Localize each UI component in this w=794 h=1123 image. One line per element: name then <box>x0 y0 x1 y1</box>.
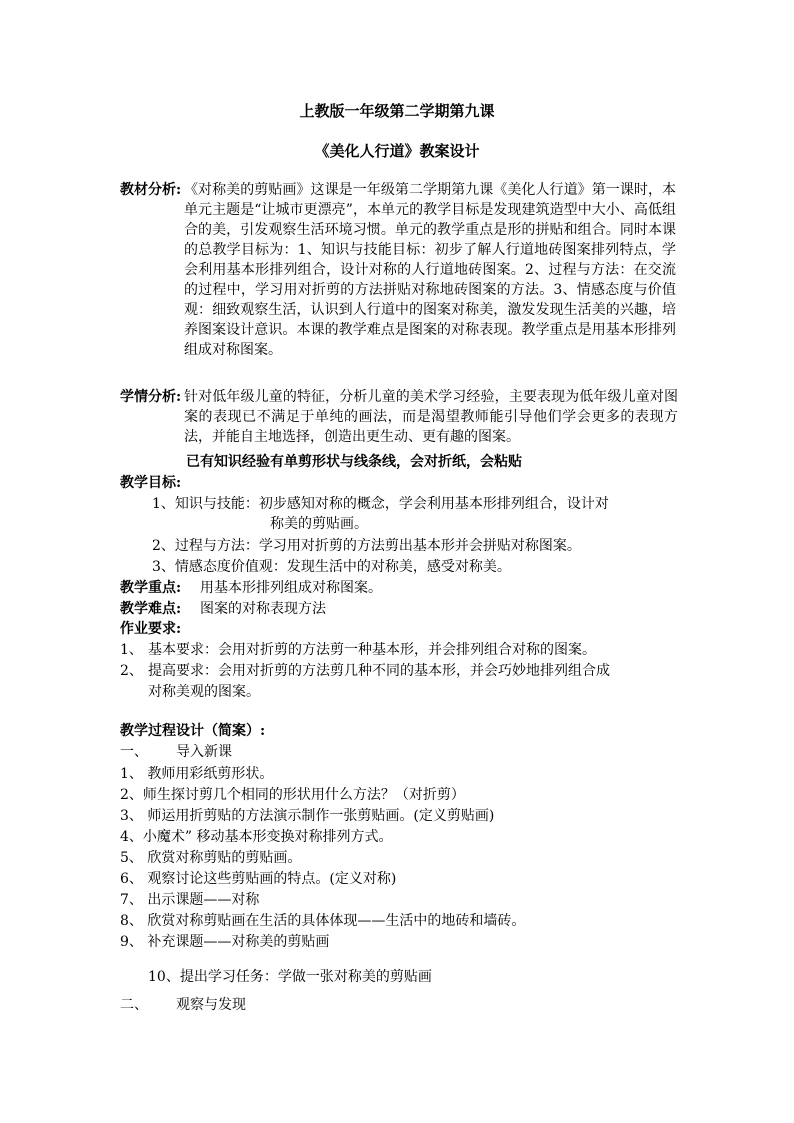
process-step: 7、 出示课题——对称 <box>120 892 260 908</box>
difficulty-label: 教学难点: <box>120 601 182 617</box>
homework-item-2-cont: 对称美观的图案。 <box>148 684 260 700</box>
document-title: 上教版一年级第二学期第九课 <box>299 102 495 120</box>
goals-item-1-cont: 称美的剪贴画。 <box>270 516 368 532</box>
process-step: 1、 教师用彩纸剪形状。 <box>120 766 274 782</box>
goals-item-2: 2、过程与方法：学习用对折剪的方法剪出基本形并会拼贴对称图案。 <box>152 538 581 554</box>
goals-label: 教学目标: <box>120 475 182 491</box>
process-label: 教学过程设计（简案）: <box>120 723 266 739</box>
process-step: 2、师生探讨剪几个相同的形状用什么方法？（对折剪） <box>120 787 465 803</box>
key-text: 用基本形排列组成对称图案。 <box>200 580 382 596</box>
homework-item-2-number: 2、 <box>120 663 143 679</box>
analysis-text: 《对称美的剪贴画》这课是一年级第二学期第九课《美化人行道》第一课时，本单元主题是“让城市更漂亮”，本单元的教学目标是发现建筑造型中大小、高低组合的美，引发观察生活环境习惯。单元的教学重点是形的拼贴和组合。同时本课的总教学目标为：1、知识与技能目标：初步了解人行道地砖图案排列特点，学会利用基本形排列组合，设计对称的人行道地砖图案。2、过程与方法：在交流的过程中，学习用对折剪的方法拼贴对称地砖图案的方法。3、情感态度与价值观：细致观察生活，认识到人行道中的图案对称美，激发发现生活美的兴趣，培养图案设计意识。本课的教学难点是图案的对称表现。教学重点是用基本形排列组成对称图案。 <box>184 182 676 358</box>
process-step-10: 10、提出学习任务：学做一张对称美的剪贴画 <box>148 969 432 985</box>
goals-item-1: 1、知识与技能：初步感知对称的概念，学会利用基本形排列组合，设计对 <box>152 496 609 512</box>
key-label: 教学重点: <box>120 580 182 596</box>
homework-item-1-number: 1、 <box>120 642 143 658</box>
process-step: 8、 欣赏对称剪贴画在生活的具体体现——生活中的地砖和墙砖。 <box>120 913 526 929</box>
process-step: 6、 观察讨论这些剪贴画的特点。(定义对称) <box>120 871 397 887</box>
section-1-title: 导入新课 <box>176 744 232 760</box>
section-2-number: 二、 <box>120 997 148 1013</box>
goals-item-3: 3、情感态度价值观：发现生活中的对称美，感受对称美。 <box>152 559 511 575</box>
analysis-label: 教材分析: <box>120 182 182 198</box>
document-subtitle: 《美化人行道》教案设计 <box>314 142 480 160</box>
student-bold-line: 已有知识经验有单剪形状与线条线，会对折纸，会粘贴 <box>186 454 522 470</box>
section-2-title: 观察与发现 <box>176 997 246 1013</box>
process-step: 9、 补充课题——对称美的剪贴画 <box>120 934 330 950</box>
student-label: 学情分析: <box>120 389 182 405</box>
process-step: 4、小魔术” 移动基本形变换对称排列方式。 <box>120 829 393 845</box>
section-1-number: 一、 <box>120 744 148 760</box>
homework-item-2: 提高要求：会用对折剪的方法剪几种不同的基本形，并会巧妙地排列组合成 <box>148 663 610 679</box>
homework-item-1: 基本要求：会用对折剪的方法剪一种基本形，并会排列组合对称的图案。 <box>148 642 596 658</box>
process-step: 3、 师运用折剪贴的方法演示制作一张剪贴画。(定义剪贴画) <box>120 808 495 824</box>
difficulty-text: 图案的对称表现方法 <box>200 601 326 617</box>
process-step: 5、 欣赏对称剪贴的剪贴画。 <box>120 850 302 866</box>
homework-label: 作业要求: <box>120 621 182 637</box>
student-text: 针对低年级儿童的特征，分析儿童的美术学习经验，主要表现为低年级儿童对图案的表现已不满足于单纯的画法，而是渴望教师能引导他们学会更多的表现方法，并能自主地选择，创造出更生动、更有趣的图案。 <box>184 389 678 445</box>
